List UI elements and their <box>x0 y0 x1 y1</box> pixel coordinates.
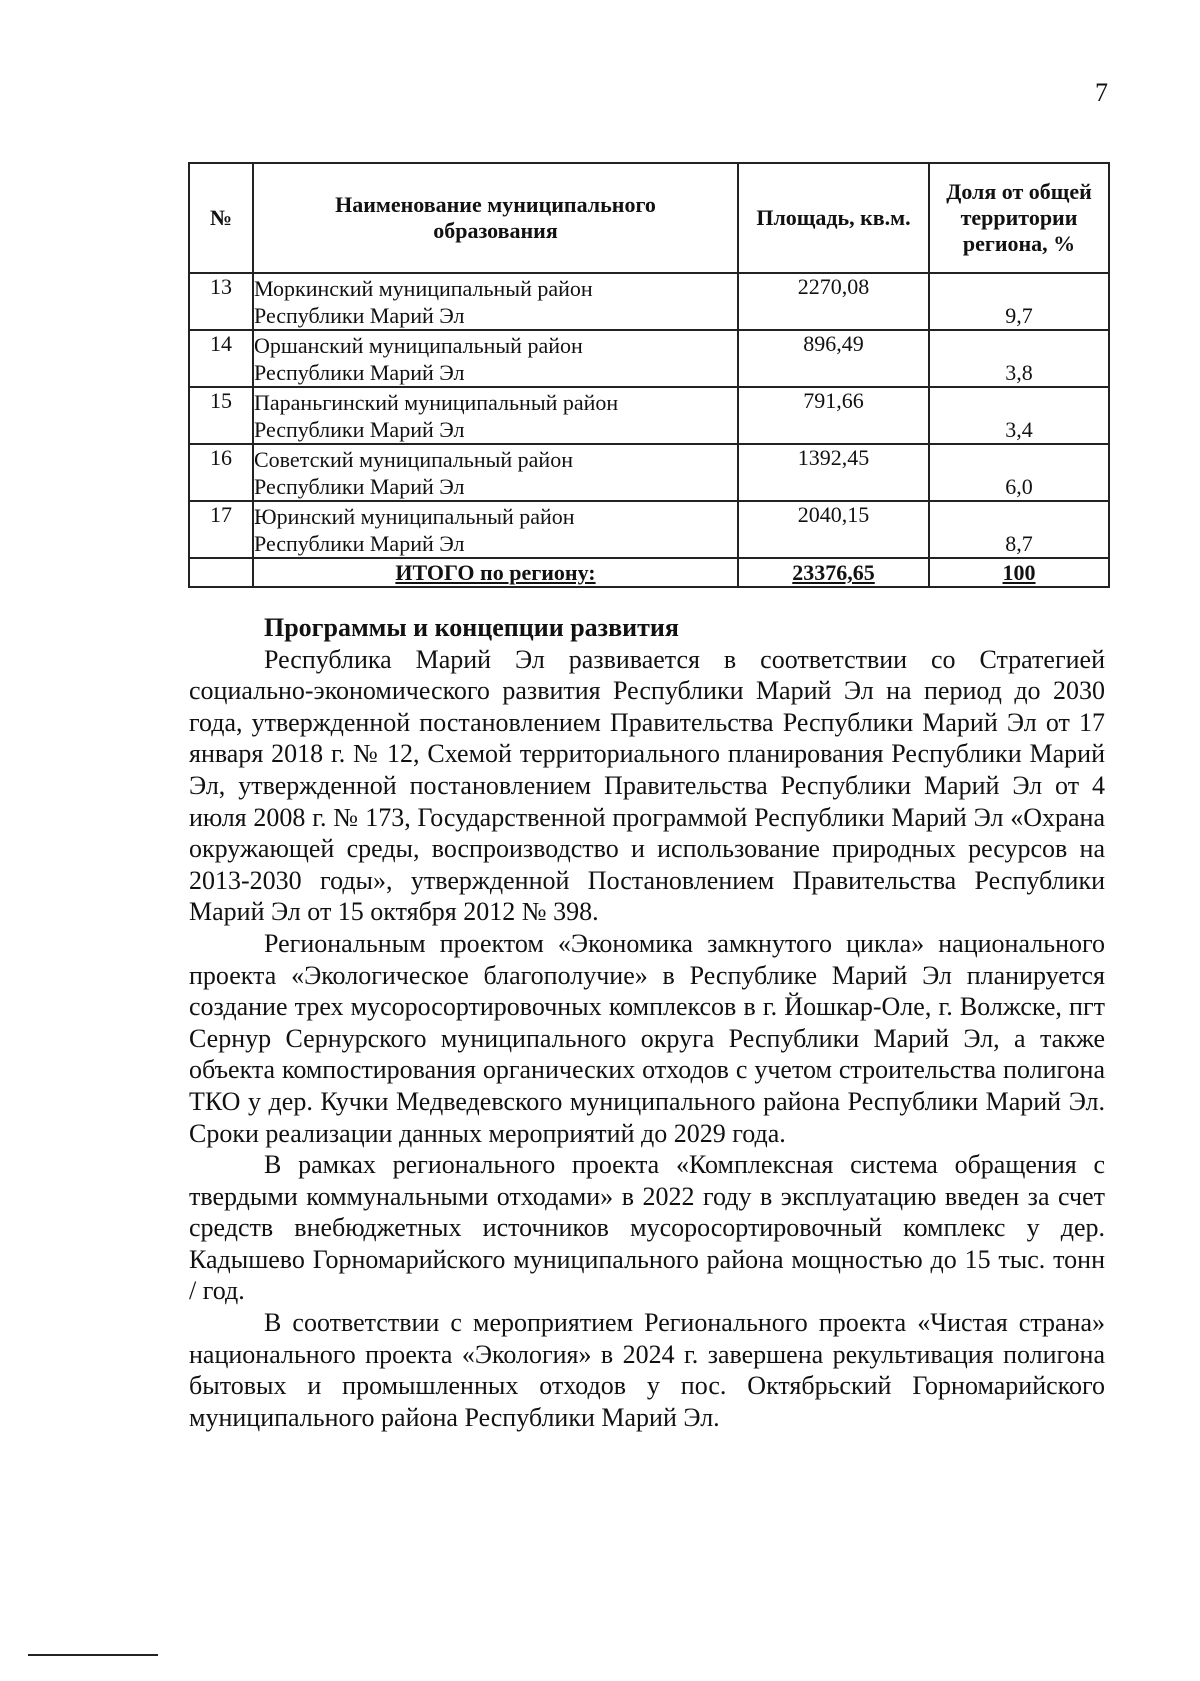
row-name-line1: Моркинский муниципальный район <box>254 275 593 301</box>
row-area: 2270,08 <box>738 273 929 330</box>
header-num: № <box>189 163 253 273</box>
paragraph: Региональным проектом «Экономика замкнутого цикла» национального проекта «Экологическое благополучие» в Республике Марий Эл планируется создание трех мусоросортировочных комплексов в г. Йошкар-Оле, г. Волжске, пгт Сернур Сернурского муниципального округа Республики Марий Эл, а также объекта компостирования органических отходов с учетом строительства полигона ТКО у дер. Кучки Медведевского муниципального района Республики Марий Эл. Сроки реализации данных мероприятий до 2029 года. <box>189 928 1105 1148</box>
row-share: 8,7 <box>929 501 1109 558</box>
row-name-line2: Республики Марий Эл <box>254 473 465 499</box>
municipal-areas-table <box>188 162 1110 588</box>
row-num: 15 <box>189 387 253 444</box>
row-name-line1: Параньгинский муниципальный район <box>254 389 619 415</box>
row-name <box>253 501 738 558</box>
row-area: 896,49 <box>738 330 929 387</box>
row-share: 3,4 <box>929 387 1109 444</box>
row-name <box>253 273 738 330</box>
row-name-line1: Советский муниципальный район <box>254 446 573 472</box>
section-title: Программы и концепции развития <box>264 613 679 642</box>
row-num: 16 <box>189 444 253 501</box>
total-num-cell <box>189 558 253 587</box>
header-area: Площадь, кв.м. <box>738 163 929 273</box>
row-name-line1: Оршанский муниципальный район <box>254 332 583 358</box>
row-num: 14 <box>189 330 253 387</box>
row-name <box>253 387 738 444</box>
paragraph: В рамках регионального проекта «Комплексная система обращения с твердыми коммунальными отходами» в 2022 году в эксплуатацию введен за счет средств внебюджетных источников мусоросортировочный комплекс у дер. Кадышево Горномарийского муниципального района мощностью до 15 тыс. тонн / год. <box>189 1150 1105 1306</box>
row-num: 13 <box>189 273 253 330</box>
row-name-line1: Юринский муниципальный район <box>254 503 575 529</box>
row-name-line2: Республики Марий Эл <box>254 359 465 385</box>
row-num: 17 <box>189 501 253 558</box>
total-share: 100 <box>929 558 1109 587</box>
table-row <box>189 387 1109 444</box>
row-name <box>253 444 738 501</box>
header-share: Доля от общей территории региона, % <box>929 163 1109 273</box>
table-row <box>189 501 1109 558</box>
row-area: 1392,45 <box>738 444 929 501</box>
row-share: 9,7 <box>929 273 1109 330</box>
paragraph: В соответствии с мероприятием Регионального проекта «Чистая страна» национального проекта «Экология» в 2024 г. завершена рекультивация полигона бытовых и промышленных отходов у пос. Октябрьский Горномарийского муниципального района Республики Марий Эл. <box>189 1308 1105 1432</box>
total-area: 23376,65 <box>738 558 929 587</box>
row-name-line2: Республики Марий Эл <box>254 416 465 442</box>
paragraph: Республика Марий Эл развивается в соответствии со Стратегией социально-экономического развития Республики Марий Эл на период до 2030 года, утвержденной постановлением Правительства Республики Марий Эл от 17 января 2018 г. № 12, Схемой территориального планирования Республики Марий Эл, утвержденной постановлением Правительства Республики Марий Эл от 4 июля 2008 г. № 173, Государственной программой Республики Марий Эл «Охрана окружающей среды, воспроизводство и использование природных ресурсов на 2013-2030 годы», утвержденной Постановлением Правительства Республики Марий Эл от 15 октября 2012 № 398. <box>189 644 1105 927</box>
table-row <box>189 444 1109 501</box>
table-header-row <box>189 163 1109 273</box>
row-share: 3,8 <box>929 330 1109 387</box>
row-name <box>253 330 738 387</box>
row-area: 791,66 <box>738 387 929 444</box>
body-text <box>189 612 1105 1433</box>
table-total-row <box>189 558 1109 587</box>
row-share: 6,0 <box>929 444 1109 501</box>
row-area: 2040,15 <box>738 501 929 558</box>
total-label: ИТОГО по региону: <box>253 558 738 587</box>
row-name-line2: Республики Марий Эл <box>254 302 465 328</box>
footnote-divider <box>28 1654 158 1656</box>
header-name: Наименование муниципального образования <box>253 163 738 273</box>
page-number: 7 <box>1095 78 1108 107</box>
table-row <box>189 273 1109 330</box>
table-row <box>189 330 1109 387</box>
row-name-line2: Республики Марий Эл <box>254 530 465 556</box>
